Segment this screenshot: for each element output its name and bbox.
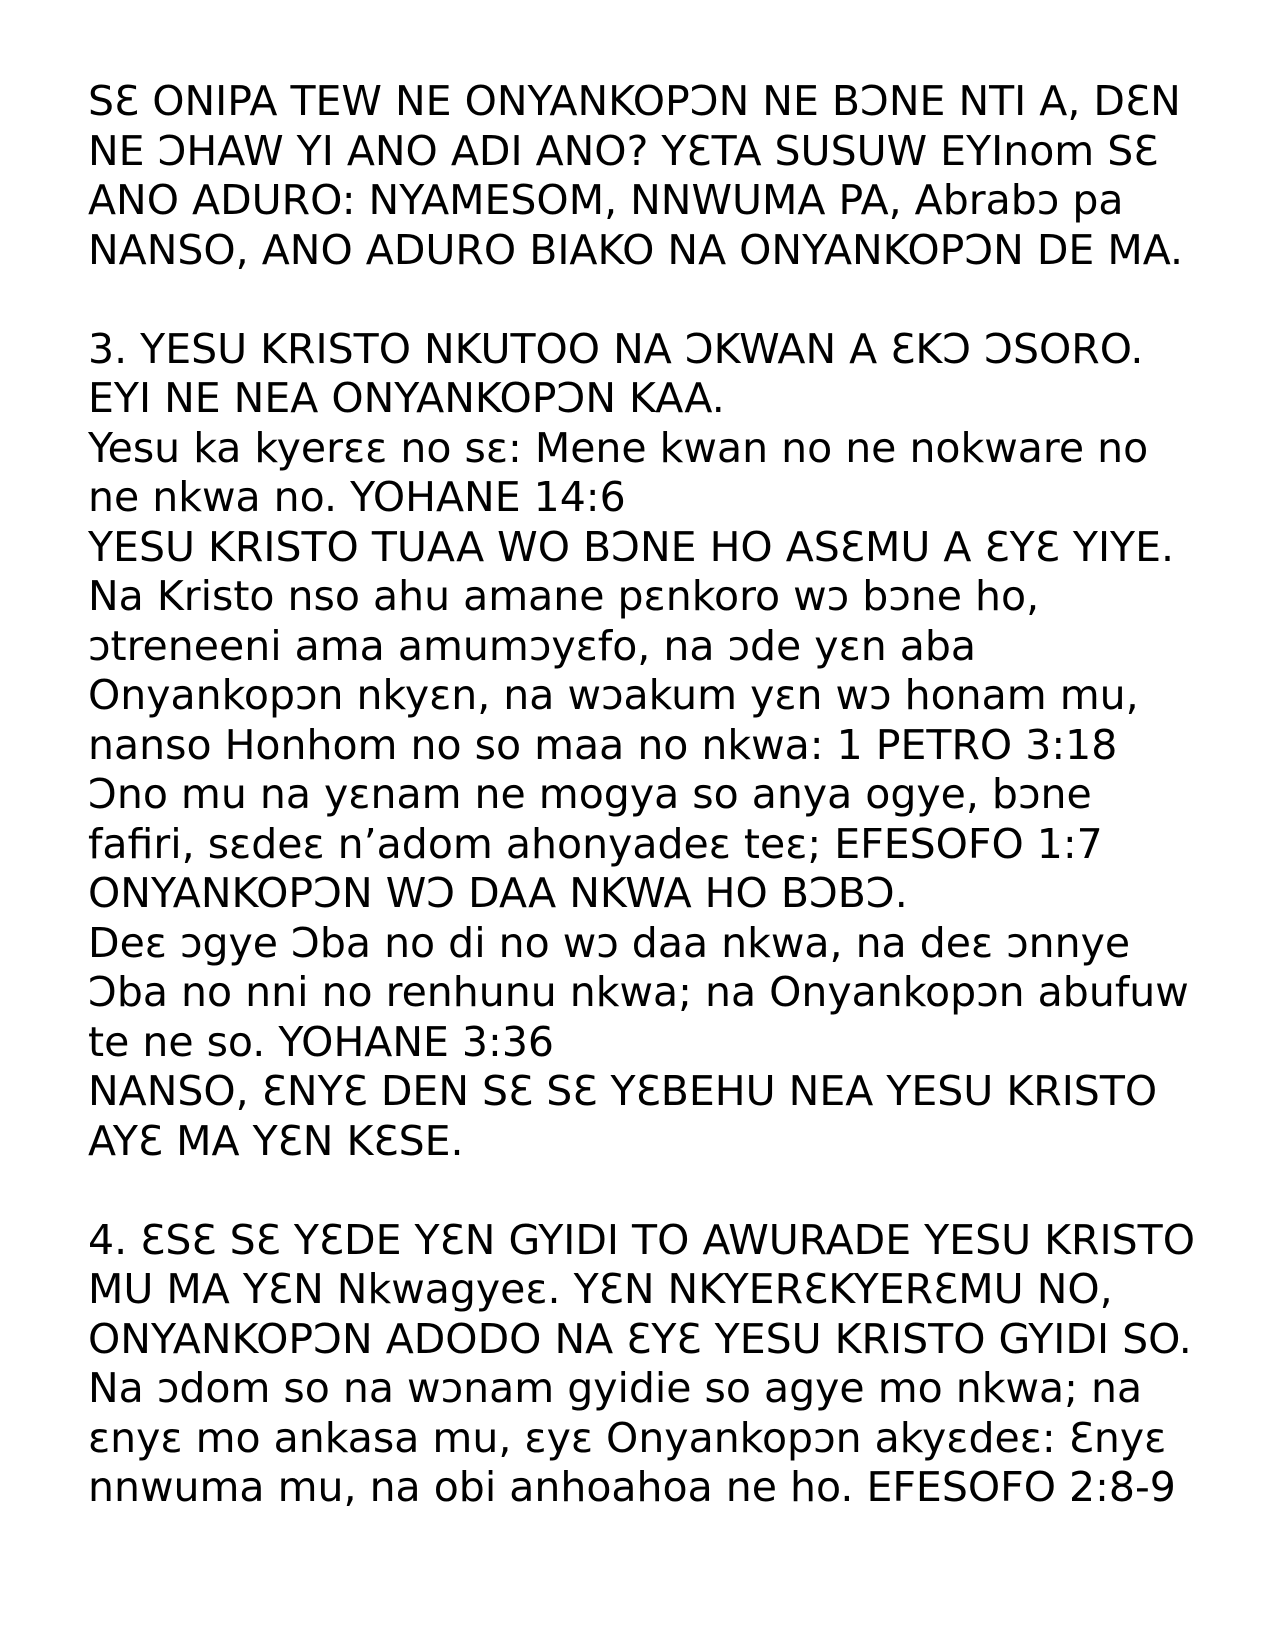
text-line: ONYANKOPƆN ADODO NA ƐYƐ YESU KRISTO GYIDI SO. (88, 1314, 1192, 1363)
intro-paragraph (88, 77, 1268, 275)
paragraph-spacer (88, 275, 1268, 325)
text-line: AYƐ MA YƐN KƐSE. (88, 1116, 464, 1165)
text-line: Ɔba no nni no renhunu nkwa; na Onyankopɔn abufuw (88, 968, 1189, 1016)
text-line: ɛnyɛ mo ankasa mu, ɛyɛ Onyankopɔn akyɛdeɛ: Ɛnyɛ (88, 1413, 1167, 1462)
text-line: EYI NE NEA ONYANKOPƆN KAA. (88, 374, 725, 422)
section-3 (88, 325, 1268, 1167)
section-3-heading: 3. YESU KRISTO NKUTOO NA ƆKWAN A ƐKƆ ƆSORO. (88, 324, 1144, 373)
section-4 (88, 1216, 1268, 1513)
text-line: ne nkwa no. YOHANE 14:6 (88, 473, 626, 521)
text-line: ɔtreneeni ama amumɔyɛfo, na ɔde yɛn aba (88, 621, 977, 670)
text-line: SƐ ONIPA TEW NE ONYANKOPƆN NE BƆNE NTI A, DƐN (88, 77, 1181, 125)
text-line: Yesu ka kyerɛɛ no sɛ: Mene kwan no ne nokware no (88, 423, 1149, 472)
text-line: NANSO, ƐNYƐ DEN SƐ SƐ YƐBEHU NEA YESU KRISTO (88, 1067, 1158, 1115)
paragraph-spacer (88, 1166, 1268, 1216)
text-line: YESU KRISTO TUAA WO BƆNE HO ASƐMU A ƐYƐ YIYE. (88, 522, 1175, 571)
document-page (88, 77, 1268, 1513)
section-4-heading: 4. ƐSƐ SƐ YƐDE YƐN GYIDI TO AWURADE YESU KRISTO (88, 1215, 1195, 1264)
text-line: Onyankopɔn nkyɛn, na wɔakum yɛn wɔ honam mu, (88, 671, 1139, 719)
text-line: fafiri, sɛdeɛ n’adom ahonyadeɛ teɛ; EFESOFO 1:7 (88, 819, 1103, 868)
text-line: MU MA YƐN Nkwagyeɛ. YƐN NKYERƐKYERƐMU NO, (88, 1265, 1113, 1313)
text-line: Na Kristo nso ahu amane pɛnkoro wɔ bɔne ho, (88, 572, 1040, 620)
text-line: Na ɔdom so na wɔnam gyidie so agye mo nkwa; na (88, 1364, 1143, 1412)
text-line: nnwuma mu, na obi anhoahoa ne ho. EFESOFO 2:8-9 (88, 1463, 1176, 1511)
text-line: Ɔno mu na yɛnam ne mogya so anya ogye, bɔne (88, 770, 1092, 818)
text-line: NANSO, ANO ADURO BIAKO NA ONYANKOPƆN DE MA. (88, 225, 1184, 274)
text-line: ONYANKOPƆN WƆ DAA NKWA HO BƆBƆ. (88, 869, 908, 917)
text-line: ANO ADURO: NYAMESOM, NNWUMA PA, Abrabɔ pa (88, 176, 1124, 224)
text-line: nanso Honhom no so maa no nkwa: 1 PETRO 3:18 (88, 720, 1118, 769)
text-line: Deɛ ɔgye Ɔba no di no wɔ daa nkwa, na deɛ ɔnnye (88, 918, 1131, 967)
text-line: te ne so. YOHANE 3:36 (88, 1017, 554, 1066)
text-line: NE ƆHAW YI ANO ADI ANO? YƐTA SUSUW EYInom SƐ (88, 126, 1159, 175)
